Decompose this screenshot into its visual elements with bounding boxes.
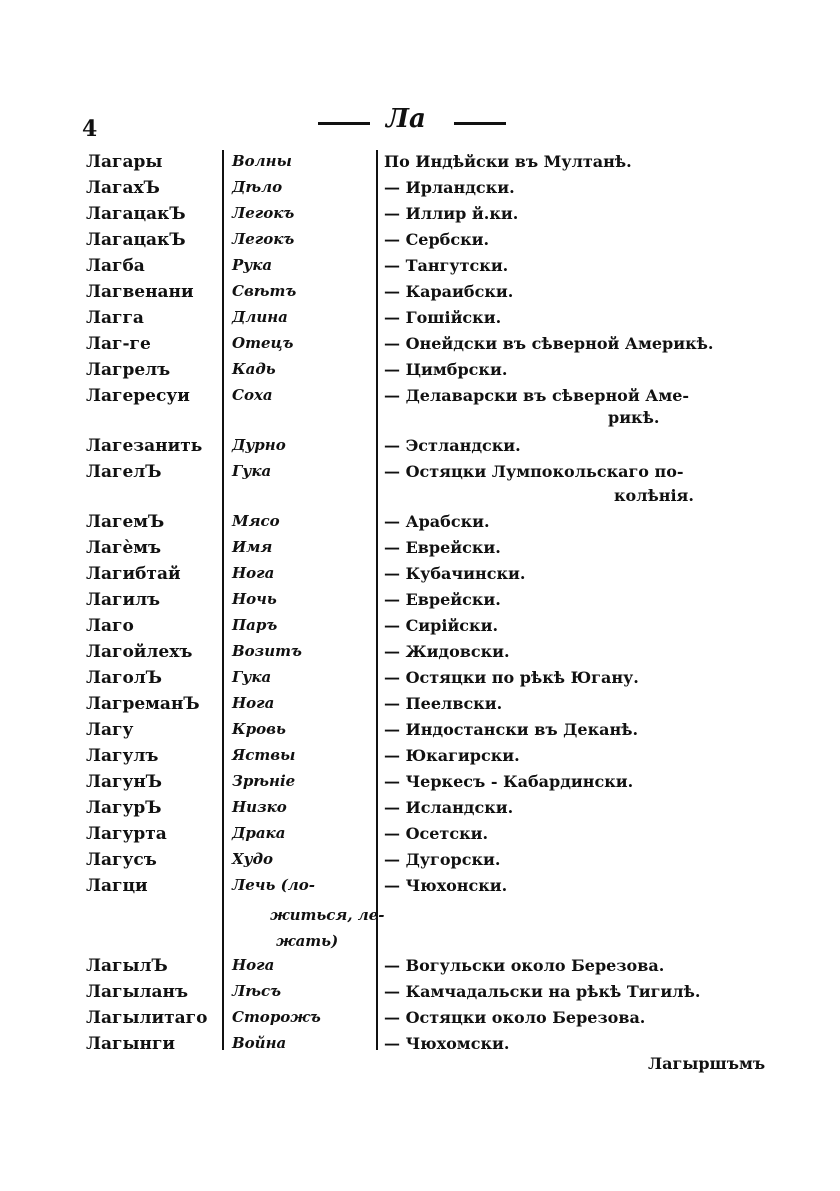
entry-word: Лагу — [86, 720, 134, 740]
entry-meaning: Яствы — [232, 746, 296, 764]
entry-meaning: Нога — [232, 694, 275, 712]
entry-meaning: Возитъ — [232, 642, 302, 660]
entry-language: — Кубачински. — [384, 564, 526, 583]
table-row — [0, 462, 840, 488]
table-row — [0, 720, 840, 746]
table-row — [0, 982, 840, 1008]
entry-meaning: Дѣло — [232, 178, 283, 196]
running-header — [316, 104, 516, 140]
entry-word: Лагба — [86, 256, 145, 276]
entry-language: — Чюхонски. — [384, 876, 508, 895]
entry-language: — Дугорски. — [384, 850, 501, 869]
header-syllable: Ла — [386, 104, 426, 134]
entry-word: ЛагелЪ — [86, 462, 162, 482]
header-dash-left — [318, 122, 370, 125]
entry-word: Лагересуи — [86, 386, 190, 406]
table-row — [0, 538, 840, 564]
entry-meaning: Паръ — [232, 616, 278, 634]
entry-language: — Вогульски около Березова. — [384, 956, 665, 975]
entry-word: Лагци — [86, 876, 148, 896]
table-row — [0, 590, 840, 616]
entry-word: ЛагылЪ — [86, 956, 168, 976]
entry-language: — Остяцки около Березова. — [384, 1008, 646, 1027]
entry-language: — Юкагирски. — [384, 746, 520, 765]
entry-meaning: Зрѣніе — [232, 772, 296, 790]
entry-word: Лагрелъ — [86, 360, 171, 380]
entry-meaning: Имя — [232, 538, 273, 556]
entry-language: — Гошійски. — [384, 308, 502, 327]
table-row — [0, 386, 840, 412]
entry-word: ЛагацакЪ — [86, 204, 186, 224]
entry-meaning: Война — [232, 1034, 287, 1052]
table-row — [0, 256, 840, 282]
entry-meaning: Дурно — [232, 436, 286, 454]
table-row — [0, 204, 840, 230]
entry-meaning: Мясо — [232, 512, 280, 530]
entry-word: Лагусъ — [86, 850, 157, 870]
continuation-pokolenia: колѣнія. — [614, 486, 694, 505]
entry-word: ЛаголЪ — [86, 668, 163, 688]
entry-meaning: Сторожъ — [232, 1008, 321, 1026]
entry-word: Лагары — [86, 152, 163, 172]
entry-meaning: Соха — [232, 386, 273, 404]
entry-word: Лагибтай — [86, 564, 181, 584]
entry-language: — Осетски. — [384, 824, 489, 843]
entry-word: Лагыланъ — [86, 982, 188, 1002]
entry-meaning: Ночь — [232, 590, 277, 608]
table-row — [0, 642, 840, 668]
entry-word: ЛагахЪ — [86, 178, 160, 198]
entry-word: Лагга — [86, 308, 144, 328]
entry-meaning: Нога — [232, 956, 275, 974]
table-row — [0, 360, 840, 386]
entry-meaning: Волны — [232, 152, 292, 170]
table-row — [0, 694, 840, 720]
entry-word: Лагулъ — [86, 746, 159, 766]
entry-meaning: Нога — [232, 564, 275, 582]
header-dash-right — [454, 122, 506, 125]
entry-word: ЛагреманЪ — [86, 694, 200, 714]
entry-language: — Индостански въ Деканѣ. — [384, 720, 639, 739]
entry-language: — Остяцки Лумпокольскаго по- — [384, 462, 684, 481]
entry-word: ЛагацакЪ — [86, 230, 186, 250]
entry-language: — Цимбрски. — [384, 360, 508, 379]
entry-language: — Камчадальски на рѣкѣ Тигилѣ. — [384, 982, 701, 1001]
page-number: 4 — [82, 116, 98, 142]
entry-meaning: Свѣтъ — [232, 282, 297, 300]
catchword: Лагыршъмъ — [648, 1054, 766, 1073]
table-row — [0, 152, 840, 178]
entry-language: — Онейдски въ сѣверной Америкѣ. — [384, 334, 714, 353]
entry-meaning: Отецъ — [232, 334, 294, 352]
entry-meaning: Гука — [232, 668, 272, 686]
table-row — [0, 564, 840, 590]
entry-language: — Исландски. — [384, 798, 514, 817]
table-row — [0, 772, 840, 798]
table-row — [0, 282, 840, 308]
entry-word: Лагилъ — [86, 590, 161, 610]
table-row — [0, 230, 840, 256]
entry-meaning: Длина — [232, 308, 288, 326]
entry-word: Лагылитаго — [86, 1008, 208, 1028]
entry-meaning: Лечь (ло- — [232, 876, 315, 894]
continuation-lech-3: жать) — [276, 932, 339, 950]
entry-word: Лагурта — [86, 824, 167, 844]
entry-language: — Еврейски. — [384, 590, 501, 609]
table-row — [0, 436, 840, 462]
table-row — [0, 668, 840, 694]
entry-language: — Арабски. — [384, 512, 490, 531]
entry-meaning: Гука — [232, 462, 272, 480]
table-row — [0, 308, 840, 334]
entry-meaning: Рука — [232, 256, 273, 274]
entry-language: — Делаварски въ сѣверной Аме- — [384, 386, 690, 405]
entry-language: — Эстландски. — [384, 436, 521, 455]
entry-word: Лагвенани — [86, 282, 194, 302]
entry-word: Лаг-ге — [86, 334, 151, 354]
entry-language: — Пеелвски. — [384, 694, 503, 713]
entry-meaning: Низко — [232, 798, 287, 816]
continuation-amerika: рикѣ. — [608, 408, 660, 427]
table-row — [0, 850, 840, 876]
entry-language: — Сербски. — [384, 230, 490, 249]
table-row — [0, 798, 840, 824]
table-row — [0, 824, 840, 850]
entry-language: — Караибски. — [384, 282, 514, 301]
entry-word: Лагойлехъ — [86, 642, 193, 662]
table-row — [0, 956, 840, 982]
entry-language: — Ирландски. — [384, 178, 515, 197]
entry-language: — Сирійски. — [384, 616, 499, 635]
table-row — [0, 178, 840, 204]
entry-language: По Индѣйски въ Мултанѣ. — [384, 152, 632, 171]
table-row — [0, 876, 840, 902]
table-row — [0, 1008, 840, 1034]
table-row — [0, 616, 840, 642]
entry-word: Лаго — [86, 616, 134, 636]
entry-word: ЛагунЪ — [86, 772, 163, 792]
entry-word: ЛагурЪ — [86, 798, 162, 818]
table-row — [0, 334, 840, 360]
table-row — [0, 512, 840, 538]
entry-word: ЛагемЪ — [86, 512, 165, 532]
entry-word: Лагынги — [86, 1034, 175, 1054]
entry-meaning: Кадь — [232, 360, 276, 378]
entry-meaning: Худо — [232, 850, 274, 868]
entry-meaning: Драка — [232, 824, 286, 842]
entry-meaning: Лѣсъ — [232, 982, 282, 1000]
continuation-lech-2: житься, ле- — [270, 906, 385, 924]
entry-meaning: Легокъ — [232, 204, 295, 222]
entry-word: Лагезанить — [86, 436, 203, 456]
entry-language: — Чюхомски. — [384, 1034, 510, 1053]
entry-meaning: Кровь — [232, 720, 286, 738]
entry-language: — Тангутски. — [384, 256, 509, 275]
entry-language: — Жидовски. — [384, 642, 510, 661]
entry-language: — Еврейски. — [384, 538, 501, 557]
entry-meaning: Легокъ — [232, 230, 295, 248]
table-row — [0, 746, 840, 772]
entry-language: — Иллир й.ки. — [384, 204, 519, 223]
entry-language: — Черкесъ - Кабардински. — [384, 772, 634, 791]
entry-word: Лагѐмъ — [86, 538, 162, 558]
entry-language: — Остяцки по рѣкѣ Югану. — [384, 668, 639, 687]
